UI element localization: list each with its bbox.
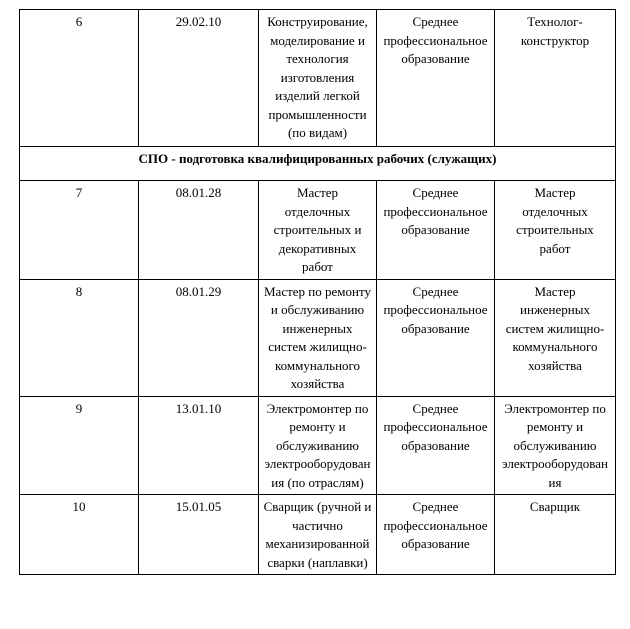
cell-line: профессиональное (383, 517, 488, 533)
cell-line: промышленности (268, 106, 367, 122)
cell-line: электрооборудован (501, 456, 609, 471)
cell-line: Мастер (296, 185, 339, 200)
cell-line: инженерных (520, 302, 590, 317)
cell-line: Среднее (412, 283, 459, 299)
cell-line: Среднее (412, 400, 459, 416)
row-number-cell: 7 (20, 181, 139, 280)
table-row (20, 10, 616, 147)
cell-line: изготовления (280, 69, 355, 85)
cell-line: Мастер по ремонту (264, 283, 371, 299)
cell-line: коммунального (512, 339, 598, 354)
table-row (20, 181, 616, 280)
cell-line: Сварщик (529, 499, 581, 514)
table-row (20, 396, 616, 495)
cell-line: Электромонтер по (504, 400, 606, 416)
cell-line: моделирование и (270, 32, 365, 48)
cell-line: изделий легкой (275, 88, 360, 103)
cell-line: хозяйства (290, 376, 345, 391)
cell-line: профессиональное (383, 302, 488, 317)
cell-line: образование (401, 320, 470, 336)
cell-line: Мастер (534, 283, 576, 299)
row-number-cell: 9 (20, 396, 139, 495)
code-cell: 08.01.28 (139, 181, 259, 280)
cell-line: профессиональное (383, 419, 488, 434)
cell-line: механизированной (265, 536, 370, 551)
cell-line: образование (401, 536, 470, 551)
cell-line: Электромонтер по (266, 400, 369, 416)
cell-line: образование (401, 51, 470, 66)
cell-line: обслуживанию (513, 437, 597, 453)
education-level-cell (377, 396, 495, 495)
cell-line: работ (539, 240, 571, 256)
cell-line: профессиональное (383, 32, 488, 48)
qualification-cell (495, 396, 616, 495)
cell-line: отделочных (522, 203, 588, 219)
specialty-cell (259, 396, 377, 495)
education-level-cell (377, 279, 495, 396)
qualification-cell (495, 279, 616, 396)
cell-line: декоративных (278, 240, 357, 256)
section-header-row (20, 147, 616, 181)
cell-line: строительных и (273, 222, 362, 237)
cell-line: Сварщик (ручной и (263, 499, 372, 514)
specialty-cell (259, 495, 377, 575)
cell-line: Среднее (412, 499, 459, 514)
cell-line: ремонту и (526, 419, 584, 434)
code-cell: 13.01.10 (139, 396, 259, 495)
qualification-cell (495, 495, 616, 575)
education-level-cell (377, 495, 495, 575)
specialty-cell (259, 181, 377, 280)
cell-line: частично (292, 517, 343, 533)
cell-line: отделочных (284, 203, 351, 219)
table-row (20, 279, 616, 396)
cell-line: Конструирование, (267, 14, 368, 29)
cell-line: Среднее (412, 185, 459, 200)
row-number-cell: 10 (20, 495, 139, 575)
cell-line: ия (548, 474, 562, 490)
cell-line: коммунального (274, 357, 361, 373)
cell-line: Среднее (412, 14, 459, 29)
cell-line: ия (по отраслям) (271, 474, 364, 490)
cell-line: систем жилищно- (505, 320, 605, 336)
education-level-cell (377, 10, 495, 147)
cell-line: обслуживанию (275, 437, 359, 453)
cell-line: строительных (516, 222, 594, 237)
cell-line: технология (286, 51, 349, 66)
qualification-cell (495, 10, 616, 147)
education-level-cell (377, 181, 495, 280)
row-number-cell: 6 (20, 10, 139, 147)
code-cell: 08.01.29 (139, 279, 259, 396)
cell-line: профессиональное (383, 203, 488, 219)
cell-line: сварки (наплавки) (267, 554, 368, 570)
cell-line: хозяйства (528, 357, 582, 373)
cell-line: ремонту и (289, 419, 346, 434)
table-row (20, 495, 616, 575)
section-title: СПО - подготовка квалифицированных рабочих (служащих) (20, 147, 616, 181)
cell-line: Технолог- (527, 14, 583, 29)
cell-line: работ (302, 259, 333, 274)
cell-line: систем жилищно- (268, 339, 367, 354)
code-cell: 29.02.10 (139, 10, 259, 147)
cell-line: образование (401, 437, 470, 453)
qualification-cell (495, 181, 616, 280)
specialties-table (19, 9, 616, 575)
cell-line: конструктор (520, 32, 590, 48)
cell-line: инженерных (282, 320, 353, 336)
specialty-cell (259, 279, 377, 396)
cell-line: (по видам) (287, 125, 348, 140)
row-number-cell: 8 (20, 279, 139, 396)
code-cell: 15.01.05 (139, 495, 259, 575)
cell-line: электрооборудован (264, 456, 371, 471)
cell-line: образование (401, 222, 470, 237)
cell-line: Мастер (534, 185, 576, 200)
specialty-cell (259, 10, 377, 147)
cell-line: и обслуживанию (270, 302, 365, 317)
